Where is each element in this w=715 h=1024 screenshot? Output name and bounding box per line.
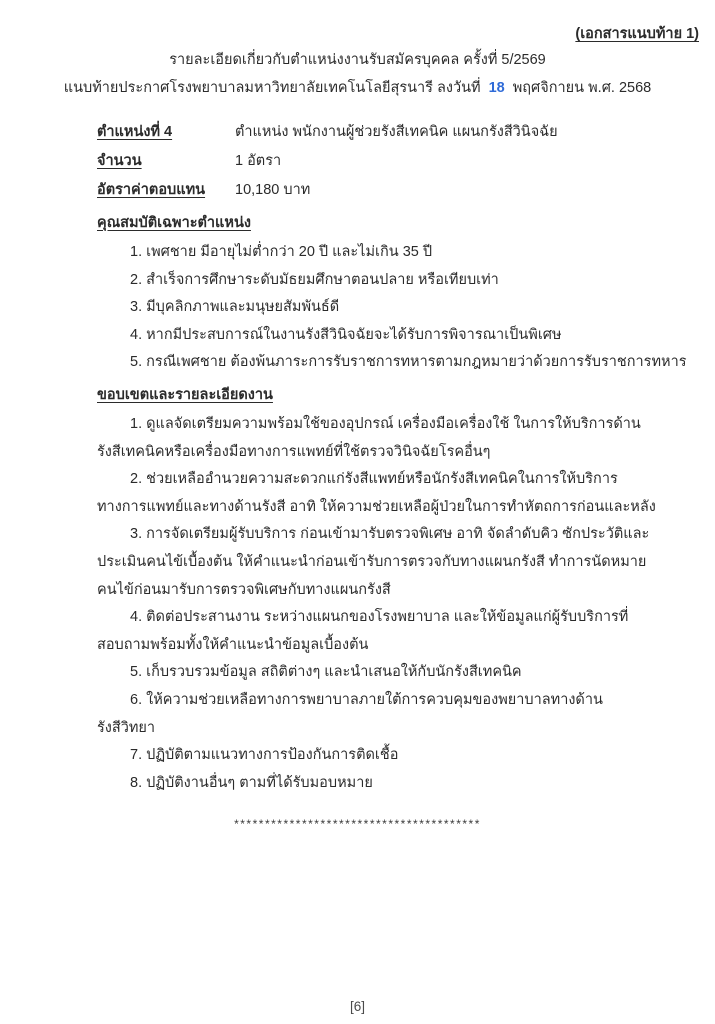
- scope-item: 2. ช่วยเหลืออำนวยความสะดวกแก่รังสีแพทย์หรือนักรังสีเทคนิคในการให้บริการทางการแพทย์และทางด้านรังสี อาทิ ให้ความช่วยเหลือผู้ป่วยในการทำหัตถการก่อนและหลัง: [97, 471, 656, 515]
- asterisk-separator: ****************************************: [234, 817, 481, 832]
- position-info-table: [97, 118, 715, 205]
- scope-item: 1. ดูแลจัดเตรียมความพร้อมใช้ของอุปกรณ์ เครื่องมือเครื่องใช้ ในการให้บริการด้านรังสีเทคนิคหรือเครื่องมือทางการแพทย์ที่ใช้ตรวจวินิจฉัยโรคอื่นๆ: [97, 415, 641, 460]
- scope-item: 7. ปฏิบัติตามแนวทางการป้องกันการติดเชื้อ: [130, 747, 399, 764]
- page-number: [6]: [349, 999, 365, 1014]
- scope-item: 6. ให้ความช่วยเหลือทางการพยาบาลภายใต้การควบคุมของพยาบาลทางด้านรังสีวิทยา: [97, 691, 603, 736]
- date-day-stamp: 18: [488, 80, 505, 96]
- scope-item: 4. ติดต่อประสานงาน ระหว่างแผนกของโรงพยาบาล และให้ข้อมูลแก่ผู้รับบริการที่สอบถามพร้อมทั้งให้คำแนะนำข้อมูลเบื้องต้น: [97, 609, 629, 653]
- quantity-row: [97, 147, 715, 176]
- scope-item: 8. ปฏิบัติงานอื่นๆ ตามที่ได้รับมอบหมาย: [130, 774, 373, 791]
- document-header: [0, 0, 715, 102]
- quantity-value: 1 อัตรา: [235, 153, 282, 169]
- salary-value: 10,180 บาท: [235, 182, 311, 198]
- qualification-item: 1. เพศชาย มีอายุไม่ต่ำกว่า 20 ปี และไม่เกิน 35 ปี: [130, 244, 433, 260]
- salary-label: อัตราค่าตอบแทน: [97, 182, 206, 198]
- position-label: ตำแหน่งที่ 4: [97, 124, 173, 140]
- position-row: [97, 118, 715, 147]
- scope-list: [0, 411, 715, 797]
- qualification-item: 2. สำเร็จการศึกษาระดับมัธยมศึกษาตอนปลาย หรือเทียบเท่า: [130, 271, 499, 288]
- qualification-item: 3. มีบุคลิกภาพและมนุษยสัมพันธ์ดี: [130, 299, 340, 316]
- position-value: ตำแหน่ง พนักงานผู้ช่วยรังสีเทคนิค แผนกรังสีวินิจฉัย: [235, 124, 558, 140]
- scope-heading: ขอบเขตและรายละเอียดงาน: [97, 386, 273, 403]
- qualification-item: 5. กรณีเพศชาย ต้องพ้นภาระการรับราชการทหารตามกฎหมายว่าด้วยการรับราชการทหาร: [130, 354, 687, 371]
- qualifications-heading: คุณสมบัติเฉพาะตำแหน่ง: [97, 215, 251, 231]
- quantity-label: จำนวน: [97, 153, 142, 169]
- scope-item: 3. การจัดเตรียมผู้รับบริการ ก่อนเข้ามารับตรวจพิเศษ อาทิ จัดลำดับคิว ซักประวัติและประเมินคนไข้เบื้องต้น ให้คำแนะนำก่อนเข้ารับการตรวจกับทางแผนกรังสี ทำการนัดหมายคนไข้ก่อนมารับการตรวจพิเศษกับทางแผนกรังสี: [97, 526, 650, 598]
- qualifications-list: [0, 239, 715, 377]
- title-line2-prefix: แนบท้ายประกาศโรงพยาบาลมหาวิทยาลัยเทคโนโลยีสุรนารี ลงวันที่: [63, 80, 481, 96]
- salary-row: [97, 176, 715, 205]
- scope-item: 5. เก็บรวบรวมข้อมูล สถิติต่างๆ และนำเสนอให้กับนักรังสีเทคนิค: [130, 664, 522, 681]
- document-title-line1: รายละเอียดเกี่ยวกับตำแหน่งงานรับสมัครบุคคล ครั้งที่ 5/2569: [169, 52, 546, 68]
- document-title-line2: [0, 74, 715, 102]
- title-line2-suffix: พฤศจิกายน พ.ศ. 2568: [512, 80, 652, 96]
- qualification-item: 4. หากมีประสบการณ์ในงานรังสีวินิจฉัยจะได้รับการพิจารณาเป็นพิเศษ: [130, 326, 562, 343]
- attachment-note: (เอกสารแนบท้าย 1): [575, 26, 699, 42]
